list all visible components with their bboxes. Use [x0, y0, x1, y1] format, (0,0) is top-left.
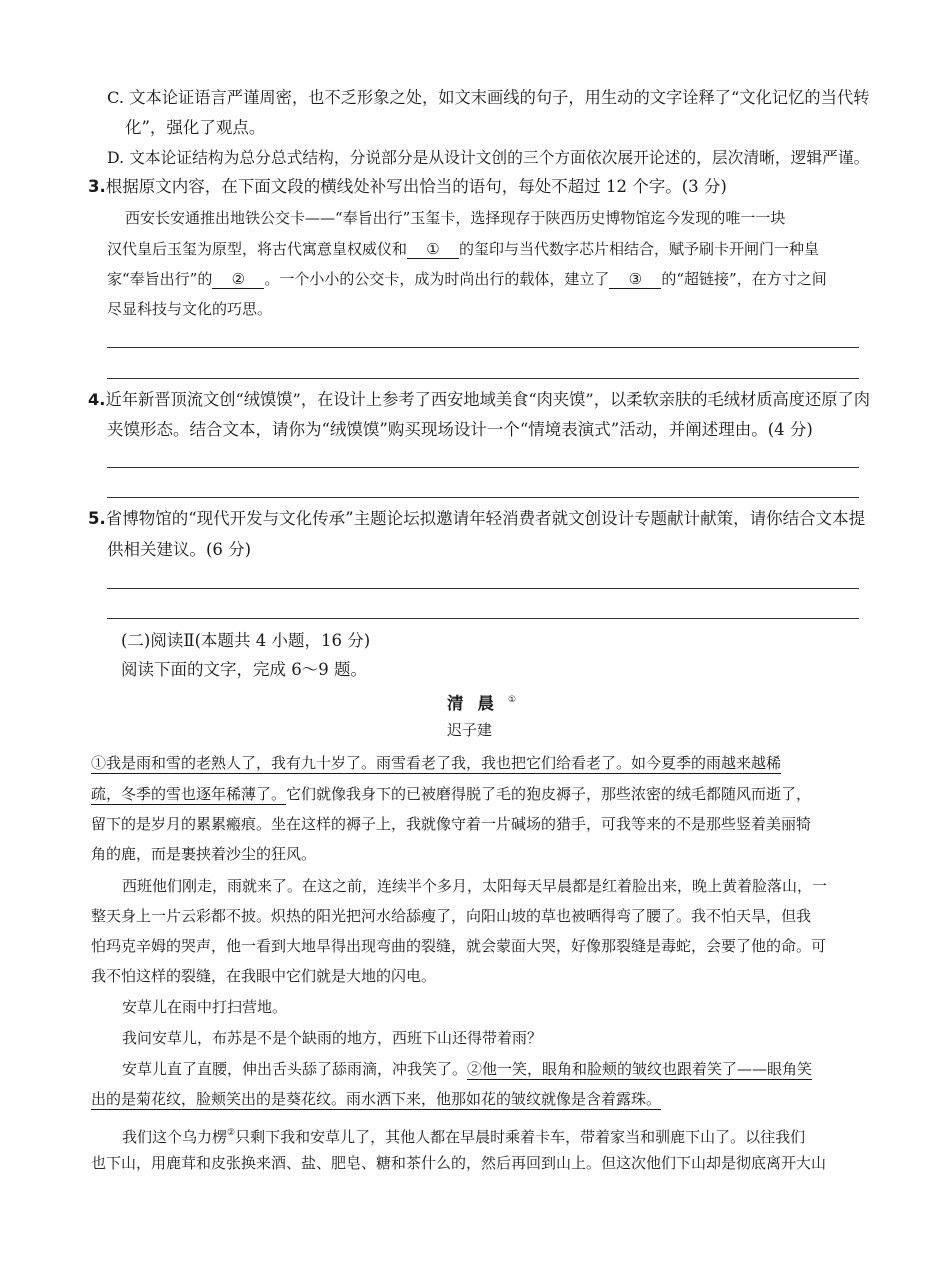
- article-p2-line-4: 我不怕这样的裂缝，在我眼中它们就是大地的闪电。: [91, 967, 437, 985]
- q3-passage-line-2: [107, 238, 819, 260]
- section-2-instruction: 阅读下面的文字，完成 6～9 题。: [121, 660, 367, 679]
- underlined-sentence-1: ①我是雨和雪的老熟人了，我有九十岁了。雨雪看老了我，我也把它们给看老了。如今夏季的雨越来越稀: [91, 754, 782, 772]
- q5-answer-line-2[interactable]: [107, 618, 859, 619]
- q3-passage-text: 的“超链接”，在方寸之间: [661, 270, 827, 288]
- q3-passage-line-4: 尽显科技与文化的巧思。: [107, 300, 273, 318]
- article-title: [447, 689, 516, 715]
- q3-blank-3[interactable]: ③: [609, 270, 661, 289]
- q3-passage-line-3: [107, 268, 827, 290]
- q4-answer-line-2[interactable]: [107, 497, 859, 498]
- article-p5-line-1: [122, 1058, 812, 1080]
- q3-blank-2[interactable]: ②: [212, 270, 264, 289]
- q3-passage-text: 。一个小小的公交卡，成为时尚出行的载体，建立了: [264, 270, 610, 288]
- q3-answer-line-2[interactable]: [107, 378, 859, 379]
- article-p1-line-2: [91, 783, 811, 805]
- q3-blank-1[interactable]: ①: [407, 240, 459, 259]
- q3-answer-line-1[interactable]: [107, 347, 859, 348]
- article-p6-line-2: 也下山，用鹿茸和皮张换来酒、盐、肥皂、糖和茶什么的，然后再回到山上。但这次他们下山却是彻底离开大山: [91, 1154, 827, 1172]
- question-3-prompt: 根据原文内容，在下面文段的横线处补写出恰当的语句，每处不超过 12 个字。(3 分): [105, 177, 727, 196]
- underlined-sentence-2-end: 出的是菊花纹，脸颊笑出的是葵花纹。雨水洒下来，他那如花的皱纹就像是含着露珠。: [91, 1090, 662, 1108]
- q3-passage-text: 的玺印与当代数字芯片相结合，赋予刷卡开闸门一种皇: [459, 240, 820, 258]
- section-2-header: (二)阅读Ⅱ(本题共 4 小题，16 分): [121, 631, 371, 650]
- article-p2-line-3: 怕玛克辛姆的哭声，他一看到大地旱得出现弯曲的裂缝，就会蒙面大哭，好像那裂缝是毒蛇，会要了他的命。可: [91, 937, 827, 955]
- article-text: 它们就像我身下的已被磨得脱了毛的狍皮褥子，那些浓密的绒毛都随风而逝了，: [286, 785, 812, 803]
- article-p2-line-2: 整天身上一片云彩都不披。炽热的阳光把河水给舔瘦了，向阳山坡的草也被晒得弯了腰了。我不怕天旱，但我: [91, 907, 812, 925]
- article-text: 安草儿直了直腰，伸出舌头舔了舔雨滴，冲我笑了。: [122, 1060, 468, 1078]
- option-d-line-1: D. 文本论证结构为总分总式结构，分说部分是从设计文创的三个方面依次展开论述的，层次清晰，逻辑严谨。: [107, 148, 870, 167]
- article-text: 我们这个乌力楞: [122, 1128, 228, 1146]
- article-text: 只剩下我和安草儿了，其他人都在早晨时乘着卡车，带着家当和驯鹿下山了。以往我们: [235, 1128, 806, 1146]
- question-5-line-1: [88, 508, 865, 530]
- question-4-line-1: [88, 389, 870, 411]
- article-p6-line-1: [122, 1122, 805, 1148]
- question-4-line-2: 夹馍形态。结合文本，请你为“绒馍馍”购买现场设计一个“情境表演式”活动，并阐述理由。(4 分): [107, 420, 813, 439]
- q5-answer-line-1[interactable]: [107, 588, 859, 589]
- question-5-number: 5.: [88, 509, 106, 528]
- question-4-number: 4.: [88, 390, 106, 409]
- question-3-number: 3.: [88, 177, 106, 196]
- article-p5-line-2: [91, 1088, 661, 1110]
- question-5-text: 省博物馆的“现代开发与文化传承”主题论坛拟邀请年轻消费者就文创设计专题献计献策，请你结合文本提: [105, 509, 866, 528]
- article-author: 迟子建: [447, 721, 493, 739]
- article-p4: 我问安草儿，布苏是不是个缺雨的地方，西班下山还得带着雨？: [122, 1029, 543, 1047]
- article-p3: 安草儿在雨中打扫营地。: [122, 998, 288, 1016]
- option-c-line-1: C. 文本论证语言严谨周密，也不乏形象之处，如文末画线的句子，用生动的文字诠释了“文化记忆的当代转: [107, 88, 870, 107]
- article-p1-line-1: [91, 752, 781, 774]
- footnote-marker-2: ②: [227, 1128, 236, 1138]
- article-p1-line-3: 留下的是岁月的累累瘢痕。坐在这样的褥子上，我就像守着一片碱场的猎手，可我等来的不是那些竖着美丽犄: [91, 815, 812, 833]
- title-footnote-marker: ①: [508, 695, 517, 705]
- q3-passage-line-1: 西安长安通推出地铁公交卡——“奉旨出行”玉玺卡，选择现存于陕西历史博物馆迄今发现的唯一一块: [125, 209, 786, 227]
- q4-answer-line-1[interactable]: [107, 467, 859, 468]
- underlined-sentence-1-end: 疏，冬季的雪也逐年稀薄了。: [91, 785, 287, 803]
- article-p2-line-1: 西班他们刚走，雨就来了。在这之前，连续半个多月，太阳每天早晨都是红着脸出来，晚上黄着脸落山，一: [122, 877, 828, 895]
- underlined-sentence-2: ②他一笑，眼角和脸颊的皱纹也跟着笑了——眼角笑: [467, 1060, 813, 1078]
- q3-passage-text: 汉代皇后玉玺为原型，将古代寓意皇权威仪和: [107, 240, 408, 258]
- question-5-line-2: 供相关建议。(6 分): [107, 540, 252, 559]
- article-p1-line-4: 角的鹿，而是裹挟着沙尘的狂风。: [91, 845, 317, 863]
- option-c-line-2: 化”，强化了观点。: [125, 118, 266, 137]
- q3-passage-text: 家“奉旨出行”的: [107, 270, 213, 288]
- question-3-prompt-line: [88, 176, 727, 198]
- article-title-text: 清晨: [447, 694, 508, 713]
- question-4-text: 近年新晋顶流文创“绒馍馍”，在设计上参考了西安地域美食“肉夹馍”，以柔软亲肤的毛绒材质高度还原了肉: [105, 390, 870, 409]
